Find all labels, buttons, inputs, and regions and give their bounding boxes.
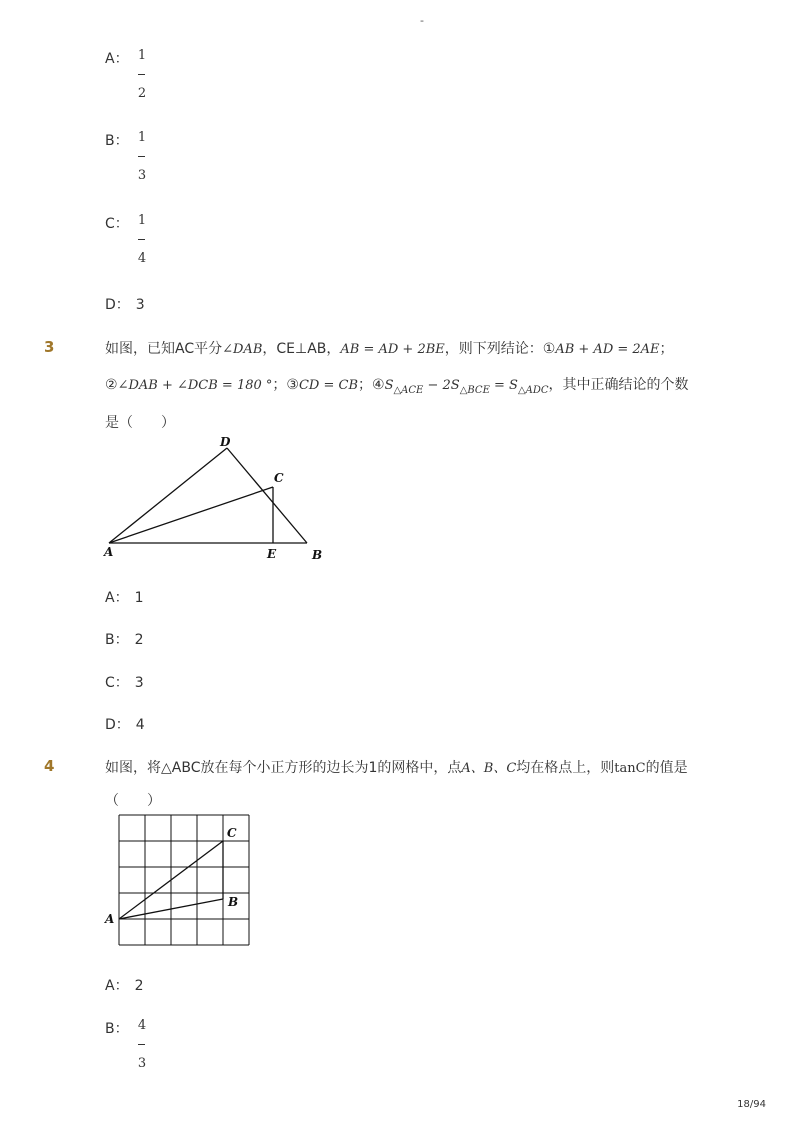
q3-text-line2 xyxy=(105,374,689,394)
numerator: 1 xyxy=(137,130,147,145)
segment-db xyxy=(227,448,307,543)
math: S xyxy=(384,378,394,393)
math-subscript: △ADC xyxy=(517,385,549,396)
option-label: C： xyxy=(105,216,129,232)
option-value: 2 xyxy=(134,978,144,994)
q4-text-line2: （ ） xyxy=(105,793,161,809)
option-label: C： xyxy=(105,675,129,691)
text: ，则下列结论：① xyxy=(444,341,556,357)
q3-option-c[interactable] xyxy=(105,672,144,692)
q3-text-line3: 是（ ） xyxy=(105,415,175,431)
text: ② xyxy=(105,377,118,393)
label-d: D xyxy=(220,435,231,449)
option-value: 3 xyxy=(135,297,145,313)
math-subscript: △BCE xyxy=(459,385,490,396)
option-label: A： xyxy=(105,51,129,67)
math: A、B、C xyxy=(461,761,517,776)
q3-triangle-figure xyxy=(100,430,340,565)
denominator: 4 xyxy=(137,251,147,266)
text: 的值是 xyxy=(645,760,688,776)
q3-option-a[interactable] xyxy=(105,587,144,607)
text: ；④ xyxy=(358,377,385,393)
page-number: 18/94 xyxy=(737,1099,766,1110)
question-number-3: 3 xyxy=(44,338,55,356)
option-value: 1 xyxy=(134,590,144,606)
math: tanC xyxy=(614,761,646,776)
option-value: 4 xyxy=(135,717,145,733)
option-label: A： xyxy=(105,590,129,606)
denominator: 2 xyxy=(137,86,147,101)
text: 均在格点上，则 xyxy=(516,760,615,776)
math: ∠DAB xyxy=(222,342,263,357)
option-label: B： xyxy=(105,632,129,648)
option-label: B： xyxy=(105,133,129,149)
label-c: C xyxy=(274,471,284,485)
numerator: 1 xyxy=(137,48,147,63)
denominator: 3 xyxy=(137,168,147,183)
denominator: 3 xyxy=(137,1056,147,1071)
option-label: A： xyxy=(105,978,129,994)
math: − 2S xyxy=(423,378,460,393)
option-label: D： xyxy=(105,297,130,313)
math: CD = CB xyxy=(298,378,358,393)
math-subscript: △ACE xyxy=(393,385,424,396)
label-b: B xyxy=(228,895,239,909)
option-label: D： xyxy=(105,717,130,733)
text: ，其中正确结论的个数 xyxy=(548,377,689,393)
text: ，CE⊥AB， xyxy=(262,341,341,357)
q3-option-d[interactable] xyxy=(105,714,145,734)
option-value: 2 xyxy=(134,632,144,648)
numerator: 1 xyxy=(137,213,147,228)
math: ∠DAB + ∠DCB = 180 ° xyxy=(117,378,273,393)
q3-text-line1 xyxy=(105,338,674,358)
segment-ac xyxy=(109,487,273,543)
option-value: 3 xyxy=(134,675,144,691)
header-mark: - xyxy=(420,14,424,27)
q4-grid-figure xyxy=(100,810,260,950)
segment-ad xyxy=(109,448,227,543)
label-c: C xyxy=(227,826,237,840)
text: 如图，已知AC平分 xyxy=(105,341,223,357)
q2-option-d[interactable] xyxy=(105,294,145,314)
q4-option-a[interactable] xyxy=(105,975,144,995)
label-b: B xyxy=(312,548,323,562)
label-a: A xyxy=(104,545,114,559)
text: ； xyxy=(659,341,674,357)
numerator: 4 xyxy=(137,1018,147,1033)
math: AB = AD + 2BE xyxy=(340,342,445,357)
math: = S xyxy=(489,378,518,393)
math: AB + AD = 2AE xyxy=(555,342,660,357)
text: 如图，将△ABC放在每个小正方形的边长为1的网格中，点 xyxy=(105,760,462,776)
q4-text-line1 xyxy=(105,757,688,777)
q3-option-b[interactable] xyxy=(105,629,144,649)
text: ；③ xyxy=(272,377,299,393)
question-number-4: 4 xyxy=(44,757,55,775)
label-a: A xyxy=(105,912,115,926)
label-e: E xyxy=(267,547,277,561)
option-label: B： xyxy=(105,1021,129,1037)
